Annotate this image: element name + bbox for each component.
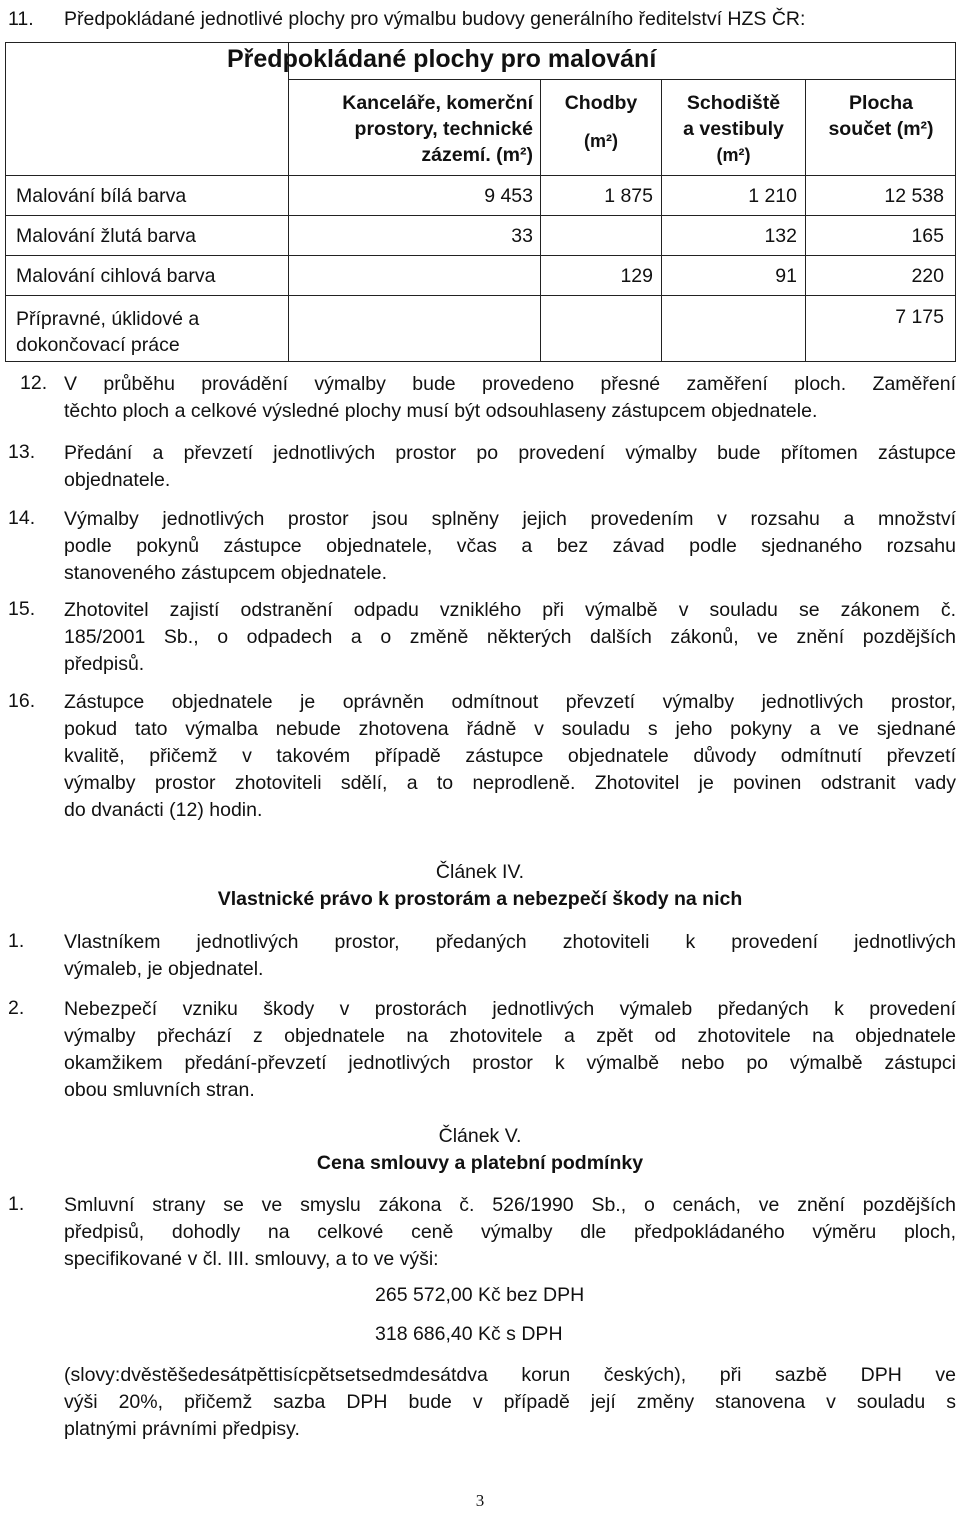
price-in-words: (slovy:dvěstěšedesátpěttisícpětsetsedmdesátdva korun českých), při sazbě DPH ve výši 20%, přičemž sazba DPH bude v případě její změny stanovena v souladu s platnými právními předpisy. (64, 1364, 956, 1440)
article-5-title: Cena smlouvy a platební podmínky (316, 1152, 644, 1174)
item-text: Předání a převzetí jednotlivých prostor po provedení výmalby bude přítomen zástupce objednatele. (64, 442, 956, 491)
table-line-title (288, 79, 956, 80)
table-border-left (5, 42, 6, 362)
col-header-stairs: Schodiště a vestibuly (m²) (683, 92, 784, 165)
col-header-offices: Kanceláře, komerční prostory, technické zázemí. (m²) (342, 92, 533, 166)
article-4-heading: Článek IV. (435, 861, 525, 883)
col-header-total: Plocha součet (m²) (828, 92, 934, 140)
cell-total: 12 538 (884, 185, 944, 207)
price-with-vat: 318 686,40 Kč s DPH (375, 1323, 563, 1345)
cell-stairs: 132 (764, 225, 797, 247)
item-text: Zhotovitel zajistí odstranění odpadu vzniklého při výmalbě v souladu se zákonem č. 185/2001 Sb., o odpadech a o změně některých dalších zákonů, ve znění pozdějších předpisů. (64, 599, 956, 675)
table-border-top (5, 42, 956, 43)
row-label: Malování bílá barva (16, 185, 187, 207)
row-label: Přípravné, úklidové a dokončovací práce (16, 308, 200, 356)
cell-total: 7 175 (895, 306, 944, 328)
item-number: 15. (8, 598, 36, 620)
item-text: Nebezpečí vzniku škody v prostorách jednotlivých výmaleb předaných k provedení výmalby přechází z objednatele na zhotovitele a zpět od zhotovitele na objednatele okamžikem předání-převzetí jednotlivých prostor k výmalbě nebo po výmalbě zástupci obou smluvních stran. (64, 998, 956, 1101)
item-text: Vlastníkem jednotlivých prostor, předaných zhotoviteli k provedení jednotlivých výmaleb, je objednatel. (64, 931, 956, 980)
row-label: Malování žlutá barva (16, 225, 196, 247)
item-text: Výmalby jednotlivých prostor jsou splněny jejich provedením v rozsahu a množství podle pokynů zástupce objednatele, včas a bez závad podle sjednaného rozsahu stanoveného zástupcem objednatele. (64, 508, 956, 584)
item-number: 12. (20, 372, 48, 394)
item-number: 1. (8, 1193, 25, 1215)
item-text: V průběhu provádění výmalby bude provedeno přesné zaměření ploch. Zaměření těchto ploch a celkové výsledné plochy musí být odsouhlaseny zástupcem objednatele. (64, 373, 956, 422)
item-text: Smluvní strany se ve smyslu zákona č. 526/1990 Sb., o cenách, ve znění pozdějších předpisů, dohodly na celkové ceně výmalby dle předpokládaného výměru ploch, specifikované v čl. III. smlouvy, a to ve výši: (64, 1194, 956, 1270)
price-without-vat: 265 572,00 Kč bez DPH (375, 1284, 585, 1306)
cell-offices: 9 453 (484, 185, 533, 207)
table-border-bottom (5, 361, 956, 362)
painting-areas-table (5, 42, 956, 362)
cell-total: 220 (911, 265, 944, 287)
item-number: 11. (8, 8, 34, 30)
page-number: 3 (475, 1491, 485, 1510)
row-label: Malování cihlová barva (16, 265, 216, 287)
cell-corridors: 129 (620, 265, 653, 287)
article-5-heading: Článek V. (438, 1125, 522, 1147)
cell-corridors: 1 875 (604, 185, 653, 207)
article-4-title: Vlastnické právo k prostorám a nebezpečí škody na nich (217, 888, 743, 910)
cell-total: 165 (911, 225, 944, 247)
table-title: Předpokládané plochy pro malování (227, 45, 657, 73)
table-line-header (5, 175, 956, 176)
item-number: 1. (8, 930, 25, 952)
item-text: Předpokládané jednotlivé plochy pro výmalbu budovy generálního ředitelství HZS ČR: (64, 8, 806, 30)
cell-stairs: 1 210 (748, 185, 797, 207)
item-number: 14. (8, 507, 36, 529)
table-line-row1 (5, 215, 956, 216)
cell-offices: 33 (511, 225, 533, 247)
cell-stairs: 91 (775, 265, 797, 287)
item-11 (0, 4, 960, 34)
table-line-row3 (5, 295, 956, 296)
col-header-corridors: Chodby (m²) (564, 92, 638, 151)
item-number: 13. (8, 441, 36, 463)
item-number: 2. (8, 997, 25, 1019)
item-text: Zástupce objednatele je oprávněn odmítnout převzetí výmalby jednotlivých prostor, pokud tato výmalba nebude zhotovena řádně v souladu s jeho pokyny a ve sjednané kvalitě, přičemž v takovém případě zástupce objednatele důvody odmítnutí převzetí výmalby prostor zhotoviteli sdělí, a to neprodleně. Zhotovitel je povinen odstranit vady do dvanácti (12) hodin. (64, 691, 956, 821)
table-line-row2 (5, 255, 956, 256)
item-number: 16. (8, 690, 36, 712)
